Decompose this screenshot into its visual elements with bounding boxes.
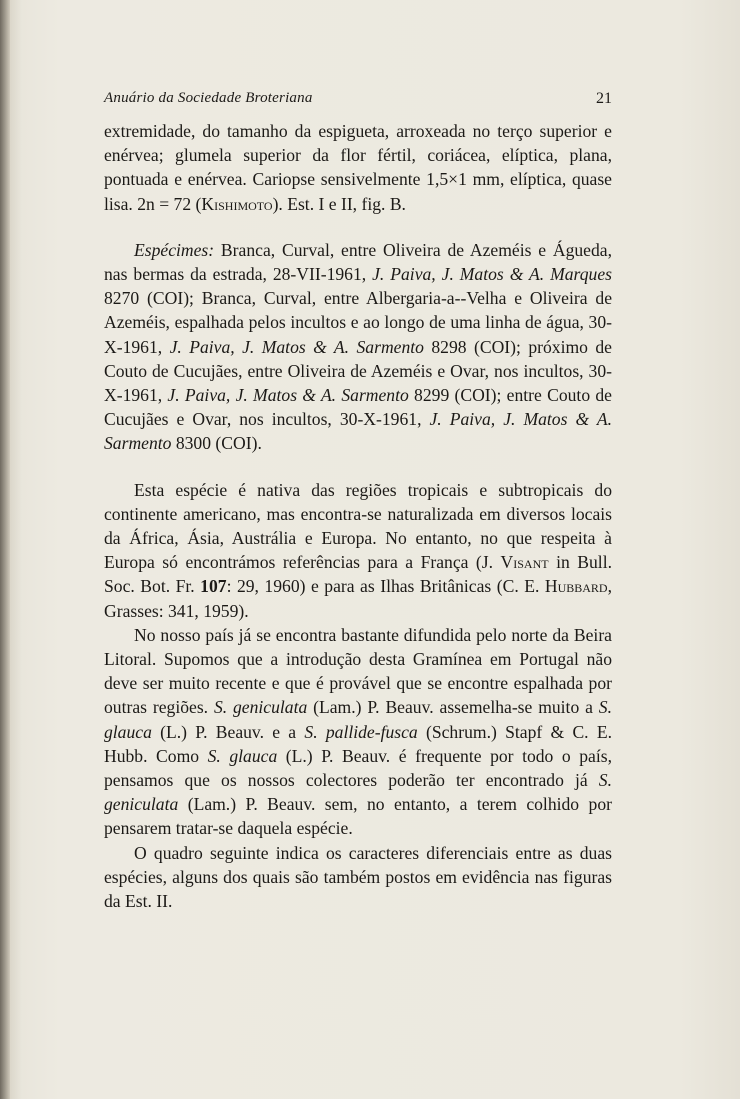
species-name: S. pallide-fusca bbox=[304, 721, 418, 742]
author-citation: Hubbard bbox=[544, 576, 608, 597]
collectors: J. Paiva, J. Matos & A. Sarmento bbox=[104, 409, 612, 454]
body-text bbox=[104, 119, 612, 913]
species-name: S. geniculata bbox=[104, 770, 612, 815]
paragraph-description: extremidade, do tamanho da espigueta, arroxeada no terço superior e enérvea; glumela superior da flor fértil, coriácea, elíptica, plana, pontuada e enérvea. Cariopse sensivelmente 1,5×1 mm, elíptica, quase lisa. 2n = 72 (Kishimoto). Est. I e II, fig. B. bbox=[104, 121, 612, 214]
species-name: S. glauca bbox=[207, 745, 278, 766]
collectors: J. Paiva, J. Matos & A. Marques bbox=[372, 264, 612, 285]
book-binding-edge bbox=[0, 0, 10, 1099]
paragraph-gap bbox=[104, 456, 612, 478]
volume-number: 107 bbox=[200, 576, 227, 597]
species-name: S. geniculata bbox=[213, 697, 308, 718]
page-header bbox=[104, 90, 612, 112]
paragraph-table-intro: O quadro seguinte indica os caracteres diferenciais entre as duas espécies, alguns dos quais são também postos em evidência nas figuras da Est. II. bbox=[104, 842, 612, 912]
paragraph-gap bbox=[104, 216, 612, 238]
species-name: S. glauca bbox=[104, 697, 612, 742]
specimens-label: Espécimes: bbox=[134, 239, 215, 260]
paragraph-portugal: No nosso país já se encontra bastante difundida pelo norte da Beira Litoral. Supomos que a introdução desta Gramínea em Portugal não deve ser muito recente e que é provável que se encontre espalhada por outras regiões. S. geniculata (Lam.) P. Beauv. assemelha-se muito a S. glauca (L.) P. Beauv. e a S. pallide-fusca (Schrum.) Stapf & C. E. Hubb. Como S. glauca (L.) P. Beauv. é frequente por todo o país, pensamos que os nossos colectores poderão ter encontrado já S. geniculata (Lam.) P. Beauv. sem, no entanto, a terem colhido por pensarem tratar-se daquela espécie. bbox=[104, 624, 612, 839]
author-citation: Visant bbox=[500, 552, 549, 573]
paragraph-distribution: Esta espécie é nativa das regiões tropicais e subtropicais do continente americano, mas encontra-se naturalizada em diversos locais da África, Ásia, Austrália e Europa. No entanto, no que respeita à Europa só encontrámos referências para a França (J. Visant in Bull. Soc. Bot. Fr. 107: 29, 1960) e para as Ilhas Britânicas (C. E. Hubbard, Grasses: 341, 1959). bbox=[104, 479, 612, 621]
author-citation: Kishimoto bbox=[201, 193, 273, 214]
collectors: J. Paiva, J. Matos & A. Sarmento bbox=[167, 385, 409, 406]
paragraph-specimens: Espécimes: Branca, Curval, entre Oliveira de Azeméis e Águeda, nas bermas da estrada, 28-VII-1961, J. Paiva, J. Matos & A. Marques 8270 (COI); Branca, Curval, entre Albergaria-a--Velha e Oliveira de Azeméis, espalhada pelos incultos e ao longo de uma linha de água, 30-X-1961, J. Paiva, J. Matos & A. Sarmento 8298 (COI); próximo de Couto de Cucujães, entre Oliveira de Azeméis e Ovar, nos incultos, 30-X-1961, J. Paiva, J. Matos & A. Sarmento 8299 (COI); entre Couto de Cucujães e Ovar, nos incultos, 30-X-1961, J. Paiva, J. Matos & A. Sarmento 8300 (COI). bbox=[104, 239, 612, 454]
collectors: J. Paiva, J. Matos & A. Sarmento bbox=[169, 336, 424, 357]
page-number: 21 bbox=[596, 90, 612, 107]
running-title: Anuário da Sociedade Broteriana bbox=[104, 90, 313, 106]
